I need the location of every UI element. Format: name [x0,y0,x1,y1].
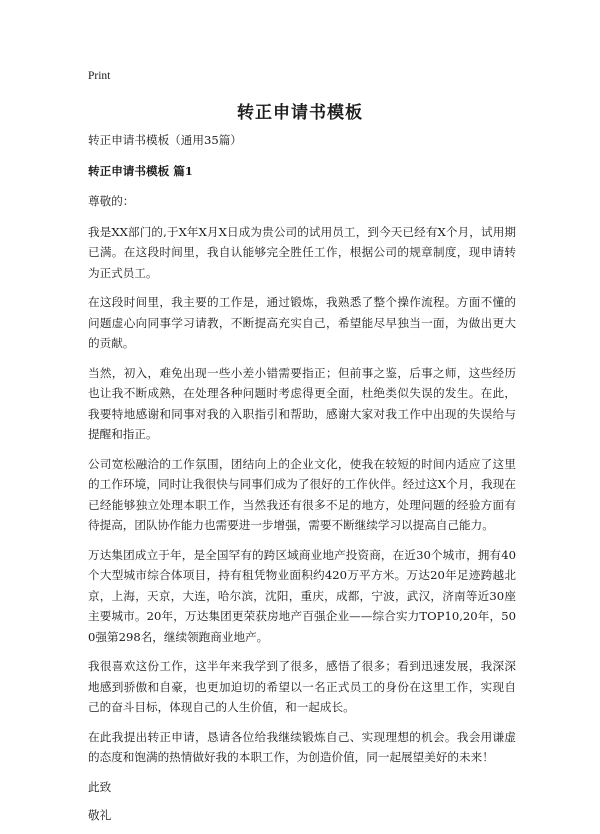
body-paragraph: 公司宽松融洽的工作氛围，团结向上的企业文化，使我在较短的时间内适应了这里的工作环境，同时让我很快与同事们成为了很好的工作伙伴。经过这X个月，我现在已经能够独立处理本职工作，当然我还有很多不足的地方，处理问题的经验方面有待提高，团队协作能力也需要进一步增强，需要不断继续学习以提高自己能力。 [88,456,516,532]
body-paragraph: 在此我提出转正申请，恳请各位给我继续锻炼自己、实现理想的机会。我会用谦虚的态度和饱满的热情做好我的本职工作，为创造价值，同一起展望美好的未来！ [88,729,516,764]
body-paragraph: 万达集团成立于年，是全国罕有的跨区域商业地产投资商，在近30个城市，拥有40个大型城市综合体项目，持有租凭物业面积约420万平方米。万达20年足迹跨越北京，上海，天京，大连，哈尔滨，沈阳，重庆，成都，宁波，武汉，济南等近30座主要城市。20年，万达集团更荣获房地产百强企业——综合实力TOP10,20年，500强第298名，继续领跑商业地产。 [88,547,516,644]
document-subtitle: 转正申请书模板（通用35篇） [88,133,242,147]
document-body [88,130,516,834]
section-heading: 转正申请书模板 篇1 [88,163,193,178]
body-paragraph: 在这段时间里，我主要的工作是，通过锻炼，我熟悉了整个操作流程。方面不懂的问题虚心向同事学习请教，不断提高充实自己，希望能尽早独当一面，为做出更大的贡献。 [88,295,516,350]
salutation: 尊敬的： [88,194,135,208]
closing-line: 敬礼 [88,808,112,822]
closing-line: 此致 [88,779,112,794]
body-paragraph: 当然，初入，难免出现一些小差小错需要指正；但前事之鉴，后事之师，这些经历也让我不断成熟，在处理各种问题时考虑得更全面，杜绝类似失误的发生。在此，我要特地感谢和同事对我的入职指引和帮助，感谢大家对我工作中出现的失误给与提醒和指正。 [88,365,516,441]
body-paragraph: 我很喜欢这份工作，这半年来我学到了很多，感悟了很多；看到迅速发展，我深深地感到骄傲和自豪，也更加迫切的希望以一名正式员工的身份在这里工作，实现自己的奋斗目标，体现自己的人生价值，和一起成长。 [88,659,516,714]
page-title: 转正申请书模板 [237,103,363,123]
print-label[interactable]: Print [88,70,111,82]
body-paragraph: 我是XX部门的,于X年X月X日成为贵公司的试用员工，到今天已经有X个月，试用期已满。在这段时间里，我自认能够完全胜任工作，根据公司的规章制度，现申请转为正式员工。 [88,224,516,280]
